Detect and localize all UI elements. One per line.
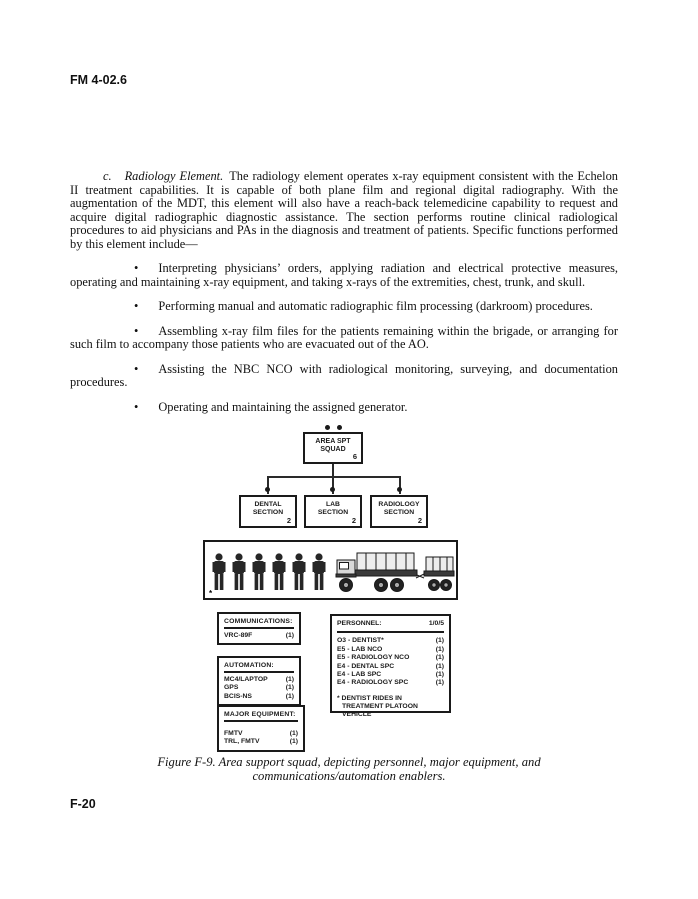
unit-name-line: SQUAD (320, 446, 346, 453)
unit-strength: 2 (286, 516, 291, 525)
soldiers-vehicles-svg (205, 542, 456, 598)
bullet-text: Interpreting physicians’ orders, applying radiation and electrical protective measures, operating and maintaining x-ray equipment, and taking x-rays of the extremities, chest, trunk, and skull. (70, 261, 618, 289)
item-name: E5 - RADIOLOGY NCO (337, 654, 410, 662)
item-qty: (1) (289, 730, 298, 737)
item-name: E4 - RADIOLOGY SPC (337, 679, 409, 687)
bullet-icon: • (134, 323, 139, 338)
item-qty: (1) (435, 662, 444, 670)
squad-indicator-dot (337, 425, 342, 430)
bullet-text: Assembling x-ray film files for the patients remaining within the brigade, or arranging for such film to accompany those patients who are evacuated out of the AO. (70, 323, 618, 351)
unit-name-line: AREA SPT (315, 438, 351, 445)
table-row (224, 693, 294, 701)
bullet-icon: • (134, 261, 139, 275)
automation-title: AUTOMATION: (224, 662, 274, 669)
bullet-text: Assisting the NBC NCO with radiological monitoring, surveying, and documentation procedures. (70, 361, 618, 389)
personnel-table (330, 614, 451, 718)
table-row (337, 663, 444, 671)
item-name: O3 - DENTIST* (337, 637, 384, 645)
unit-strength: 2 (417, 516, 422, 525)
personnel-header-row (337, 620, 444, 628)
page-header: FM 4-02.6 (70, 73, 127, 87)
bullet-icon: • (134, 299, 139, 313)
bullet-icon: • (134, 399, 139, 414)
item-name: FMTV (224, 730, 243, 737)
orgchart-box-area-spt-squad (303, 432, 363, 464)
unit-name-line: DENTAL (254, 501, 282, 508)
paragraph-c (70, 170, 618, 251)
paragraph-body: The radiology element operates x-ray equipment consistent with the Echelon II treatment capabilities. It is capable of both plane film and regional digital radiography. With the augmentation of the MDT, this element will also have a reach-back telemedicine capability to request and acquire digital radiographic diagnostic assistance. The section performs routine clinical radiological procedures to aid physicians and PAs in the diagnosis and treatment of patients. Specific functions performed by this element include— (70, 169, 618, 251)
personnel-strength: 1/0/5 (428, 620, 444, 627)
item-name: E5 - LAB NCO (337, 645, 383, 653)
dentist-asterisk: * (209, 589, 213, 598)
item-qty: (1) (289, 738, 298, 746)
personnel-title: PERSONNEL: (337, 620, 382, 627)
communications-table (217, 612, 301, 645)
figure-caption (0, 755, 698, 783)
table-row (224, 730, 298, 738)
item-qty: (1) (285, 632, 294, 639)
communications-title: COMMUNICATIONS: (224, 618, 293, 625)
unit-name-line: SECTION (383, 509, 415, 516)
rule (224, 720, 298, 722)
soldiers-vehicles-graphic (203, 540, 458, 600)
fmtv-truck (336, 553, 424, 592)
item-qty: (1) (285, 692, 294, 700)
table-row (337, 654, 444, 662)
bullet-icon: • (134, 361, 139, 376)
section-indicator-dot (330, 487, 335, 492)
item-name: GPS (224, 684, 239, 692)
table-row (224, 632, 294, 640)
item-qty: (1) (435, 671, 444, 679)
bullet-item (70, 262, 618, 289)
bullet-text: Performing manual and automatic radiographic film processing (darkroom) procedures. (158, 299, 593, 313)
figure-caption-text: Figure F-9. Area support squad, depicting personnel, major equipment, and communications/automation enablers. (157, 755, 541, 783)
section-indicator-dot (397, 487, 402, 492)
paragraph-title: Radiology Element. (124, 169, 224, 183)
rule (337, 631, 444, 633)
table-row (224, 738, 298, 746)
unit-name-line: LAB (326, 501, 340, 508)
item-qty: (1) (435, 645, 444, 653)
rule (224, 671, 294, 673)
personnel-footnote: * DENTIST RIDES IN TREATMENT PLATOON VEHICLE (337, 694, 418, 718)
rule (224, 627, 294, 629)
orgchart-box-dental-section (239, 495, 297, 528)
item-qty: (1) (435, 679, 444, 687)
item-qty: (1) (285, 684, 294, 692)
bullet-item (70, 401, 618, 415)
table-row (224, 684, 294, 692)
item-name: MC4/LAPTOP (224, 676, 268, 683)
table-row (224, 676, 294, 684)
page-number: F-20 (70, 797, 96, 811)
unit-strength: 6 (352, 452, 357, 461)
item-qty: (1) (285, 676, 294, 683)
unit-name-line: SECTION (252, 509, 284, 516)
automation-table (217, 656, 301, 706)
unit-strength: 2 (351, 516, 356, 525)
soldier-figures (213, 553, 326, 590)
unit-name-line: SECTION (317, 509, 349, 516)
squad-indicator-dot (325, 425, 330, 430)
item-name: TRL, FMTV (224, 738, 260, 746)
major-equipment-table (217, 705, 305, 752)
bullet-item (70, 363, 618, 390)
connector-line (267, 476, 400, 478)
fmtv-trailer (416, 557, 454, 591)
bullet-item (70, 325, 618, 352)
item-name: VRC-89F (224, 632, 253, 639)
table-row (337, 646, 444, 654)
orgchart-box-radiology-section (370, 495, 428, 528)
item-name: BCIS-NS (224, 692, 252, 700)
bullet-item (70, 300, 618, 314)
item-name: E4 - DENTAL SPC (337, 662, 395, 670)
orgchart-box-lab-section (304, 495, 362, 528)
unit-name-line: RADIOLOGY (378, 501, 420, 508)
section-indicator-dot (265, 487, 270, 492)
body-text (70, 170, 618, 414)
item-name: E4 - LAB SPC (337, 671, 382, 679)
table-row (337, 671, 444, 679)
paragraph-label: c. (103, 169, 112, 183)
table-row (337, 637, 444, 645)
table-row (337, 679, 444, 687)
bullet-text: Operating and maintaining the assigned generator. (158, 399, 408, 414)
item-qty: (1) (435, 654, 444, 662)
major-equipment-title: MAJOR EQUIPMENT: (224, 711, 296, 718)
item-qty: (1) (435, 637, 444, 645)
